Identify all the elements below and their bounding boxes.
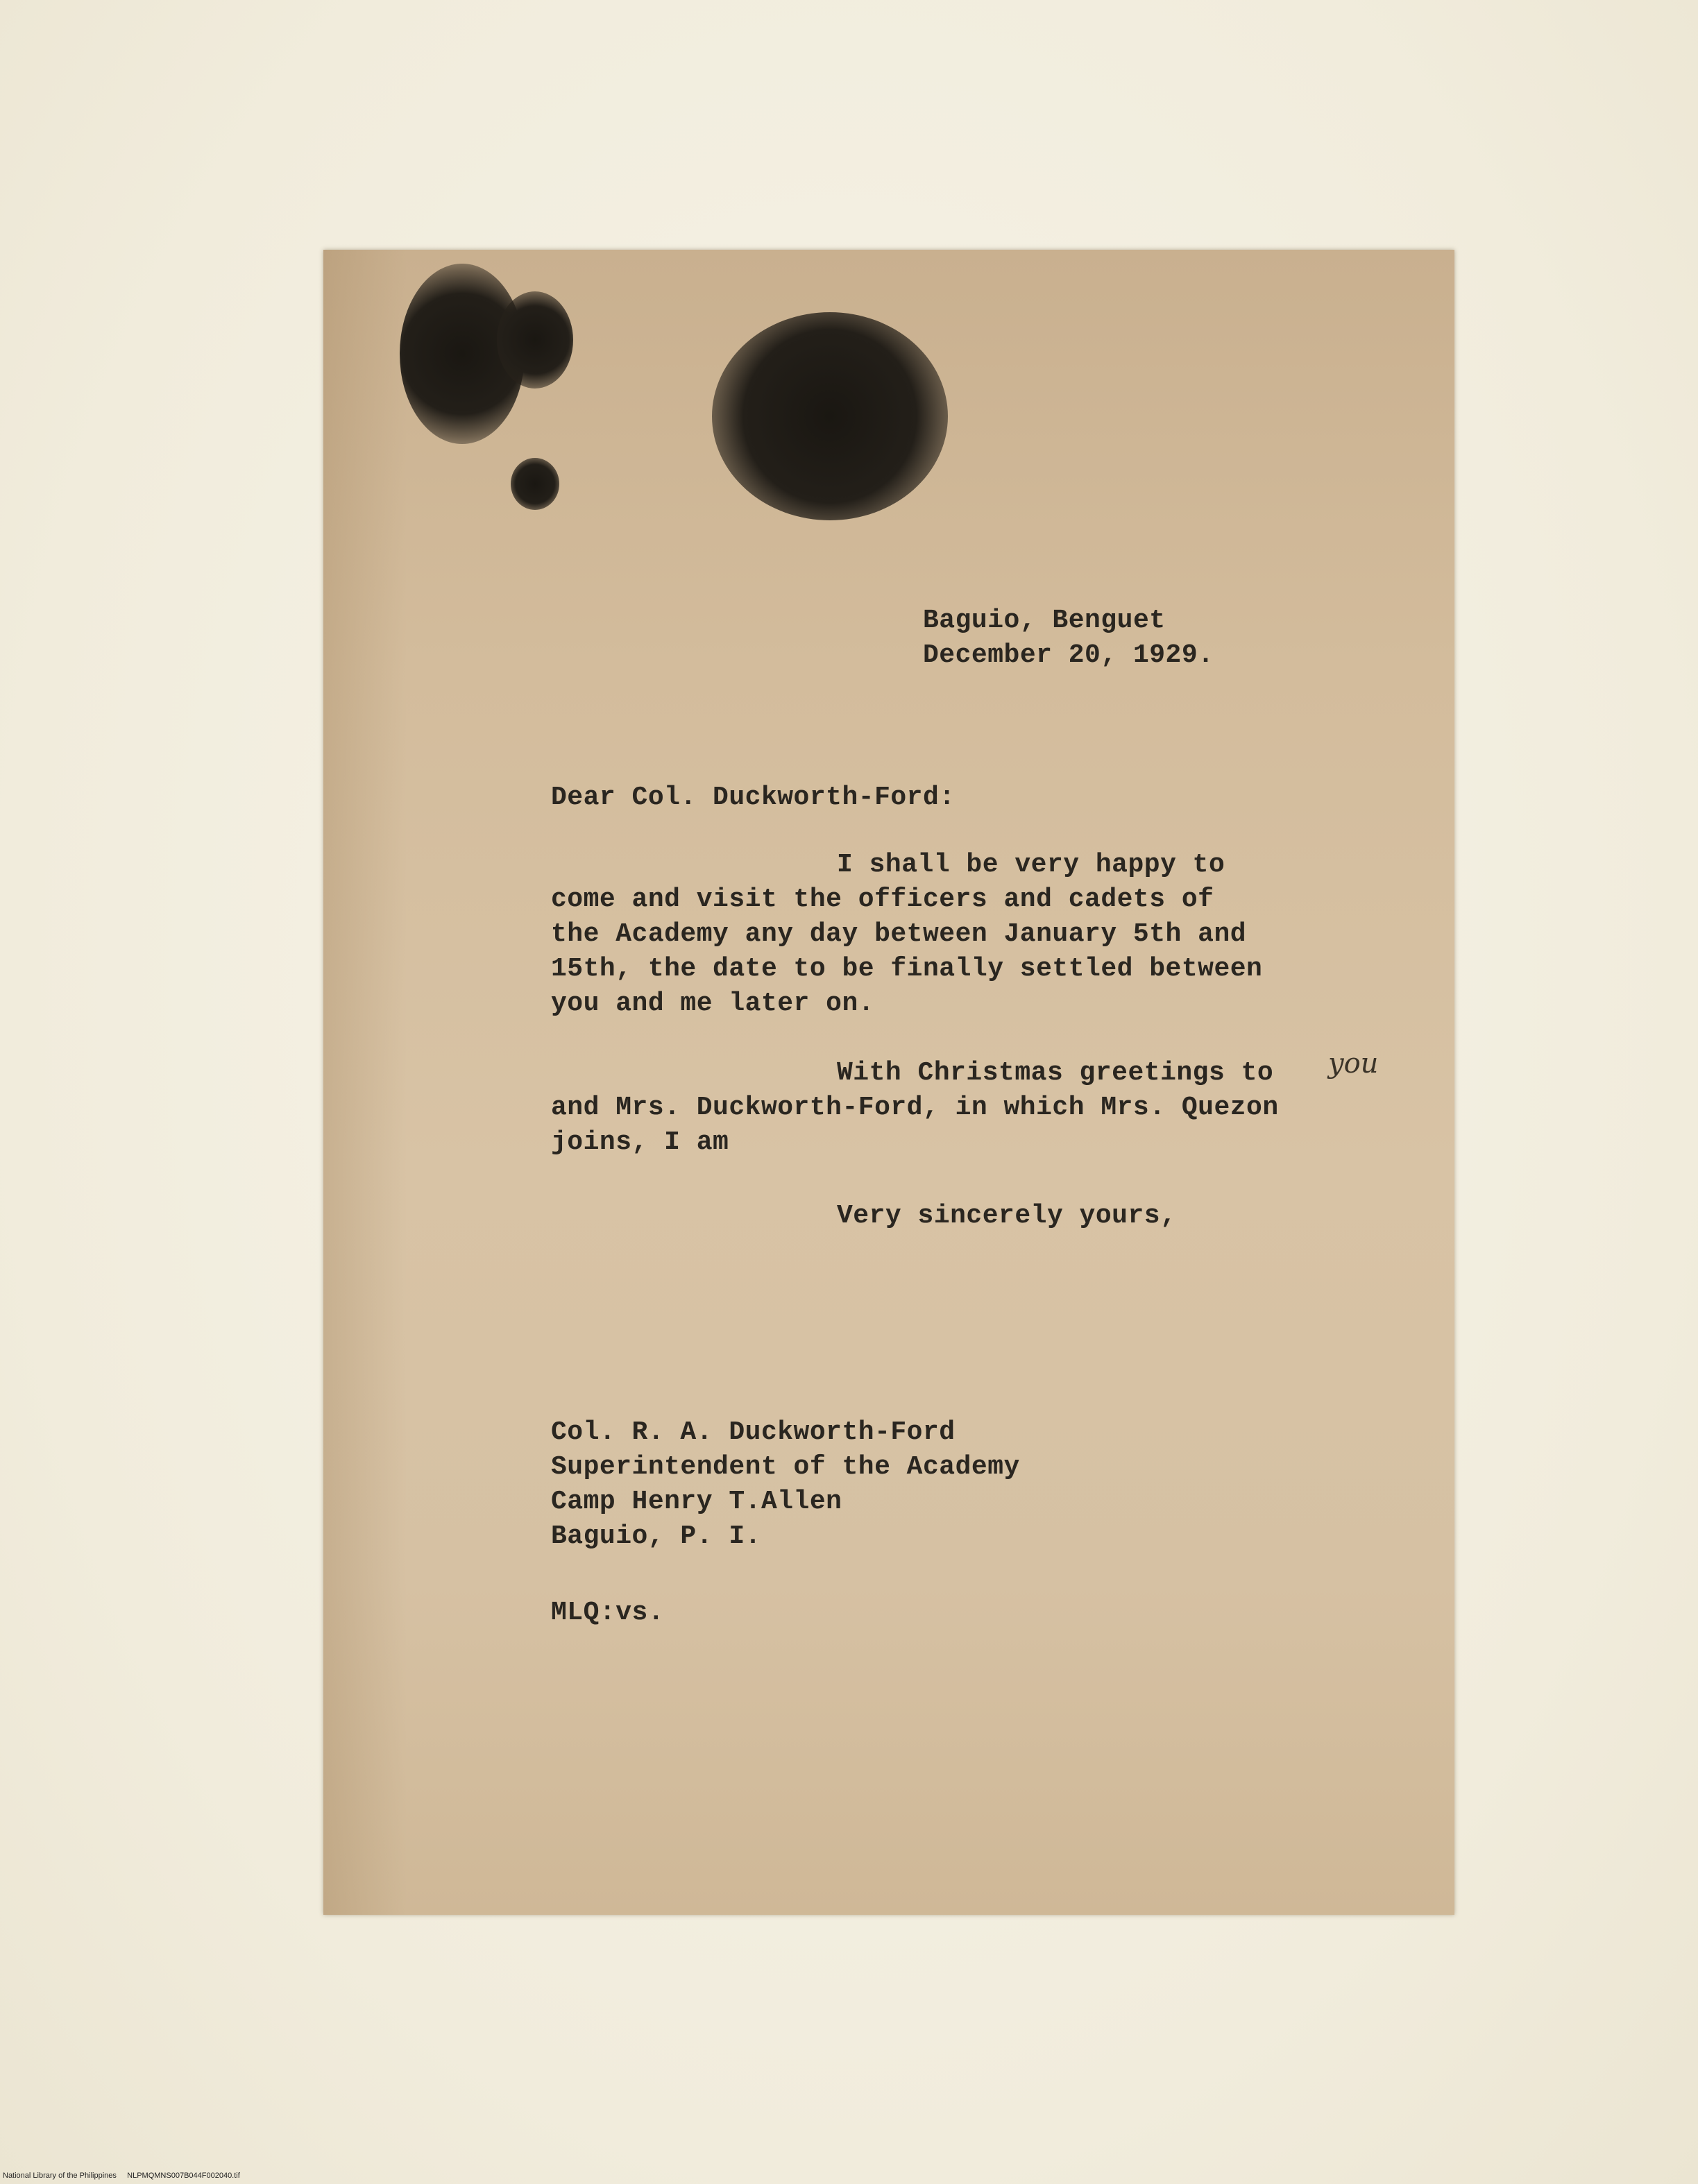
body-p2-line-1: With Christmas greetings to: [837, 1058, 1274, 1088]
address-line-3: Camp Henry T.Allen: [551, 1487, 842, 1517]
archive-footer: [3, 2172, 240, 2180]
body-p1-line-5: you and me later on.: [551, 989, 875, 1018]
footer-filename: NLPMQMNS007B044F002040.tif: [127, 2172, 240, 2180]
sheet-fold-shadow: [323, 250, 407, 1915]
ink-stain-large: [712, 312, 948, 520]
body-p1-line-1: I shall be very happy to: [837, 850, 1225, 880]
letter-sheet: [323, 250, 1454, 1915]
handwritten-insert: you: [1328, 1048, 1379, 1080]
body-p2-line-3: joins, I am: [551, 1127, 729, 1157]
letter-salutation: Dear Col. Duckworth-Ford:: [551, 783, 956, 812]
address-line-4: Baguio, P. I.: [551, 1521, 761, 1551]
body-p1-line-2: come and visit the officers and cadets of: [551, 885, 1214, 914]
ink-stain-left-small: [497, 291, 573, 389]
letter-date: December 20, 1929.: [923, 640, 1214, 670]
address-line-2: Superintendent of the Academy: [551, 1452, 1020, 1482]
footer-institution: National Library of the Philippines: [3, 2172, 117, 2180]
letter-initials: MLQ:vs.: [551, 1598, 665, 1628]
address-line-1: Col. R. A. Duckworth-Ford: [551, 1417, 956, 1447]
body-p2-line-2: and Mrs. Duckworth-Ford, in which Mrs. Quezon: [551, 1093, 1279, 1123]
ink-stain-drop: [511, 458, 559, 510]
body-p1-line-3: the Academy any day between January 5th and: [551, 919, 1247, 949]
letter-place: Baguio, Benguet: [923, 606, 1166, 635]
body-p1-line-4: 15th, the date to be finally settled between: [551, 954, 1263, 984]
letter-closing: Very sincerely yours,: [837, 1201, 1177, 1231]
